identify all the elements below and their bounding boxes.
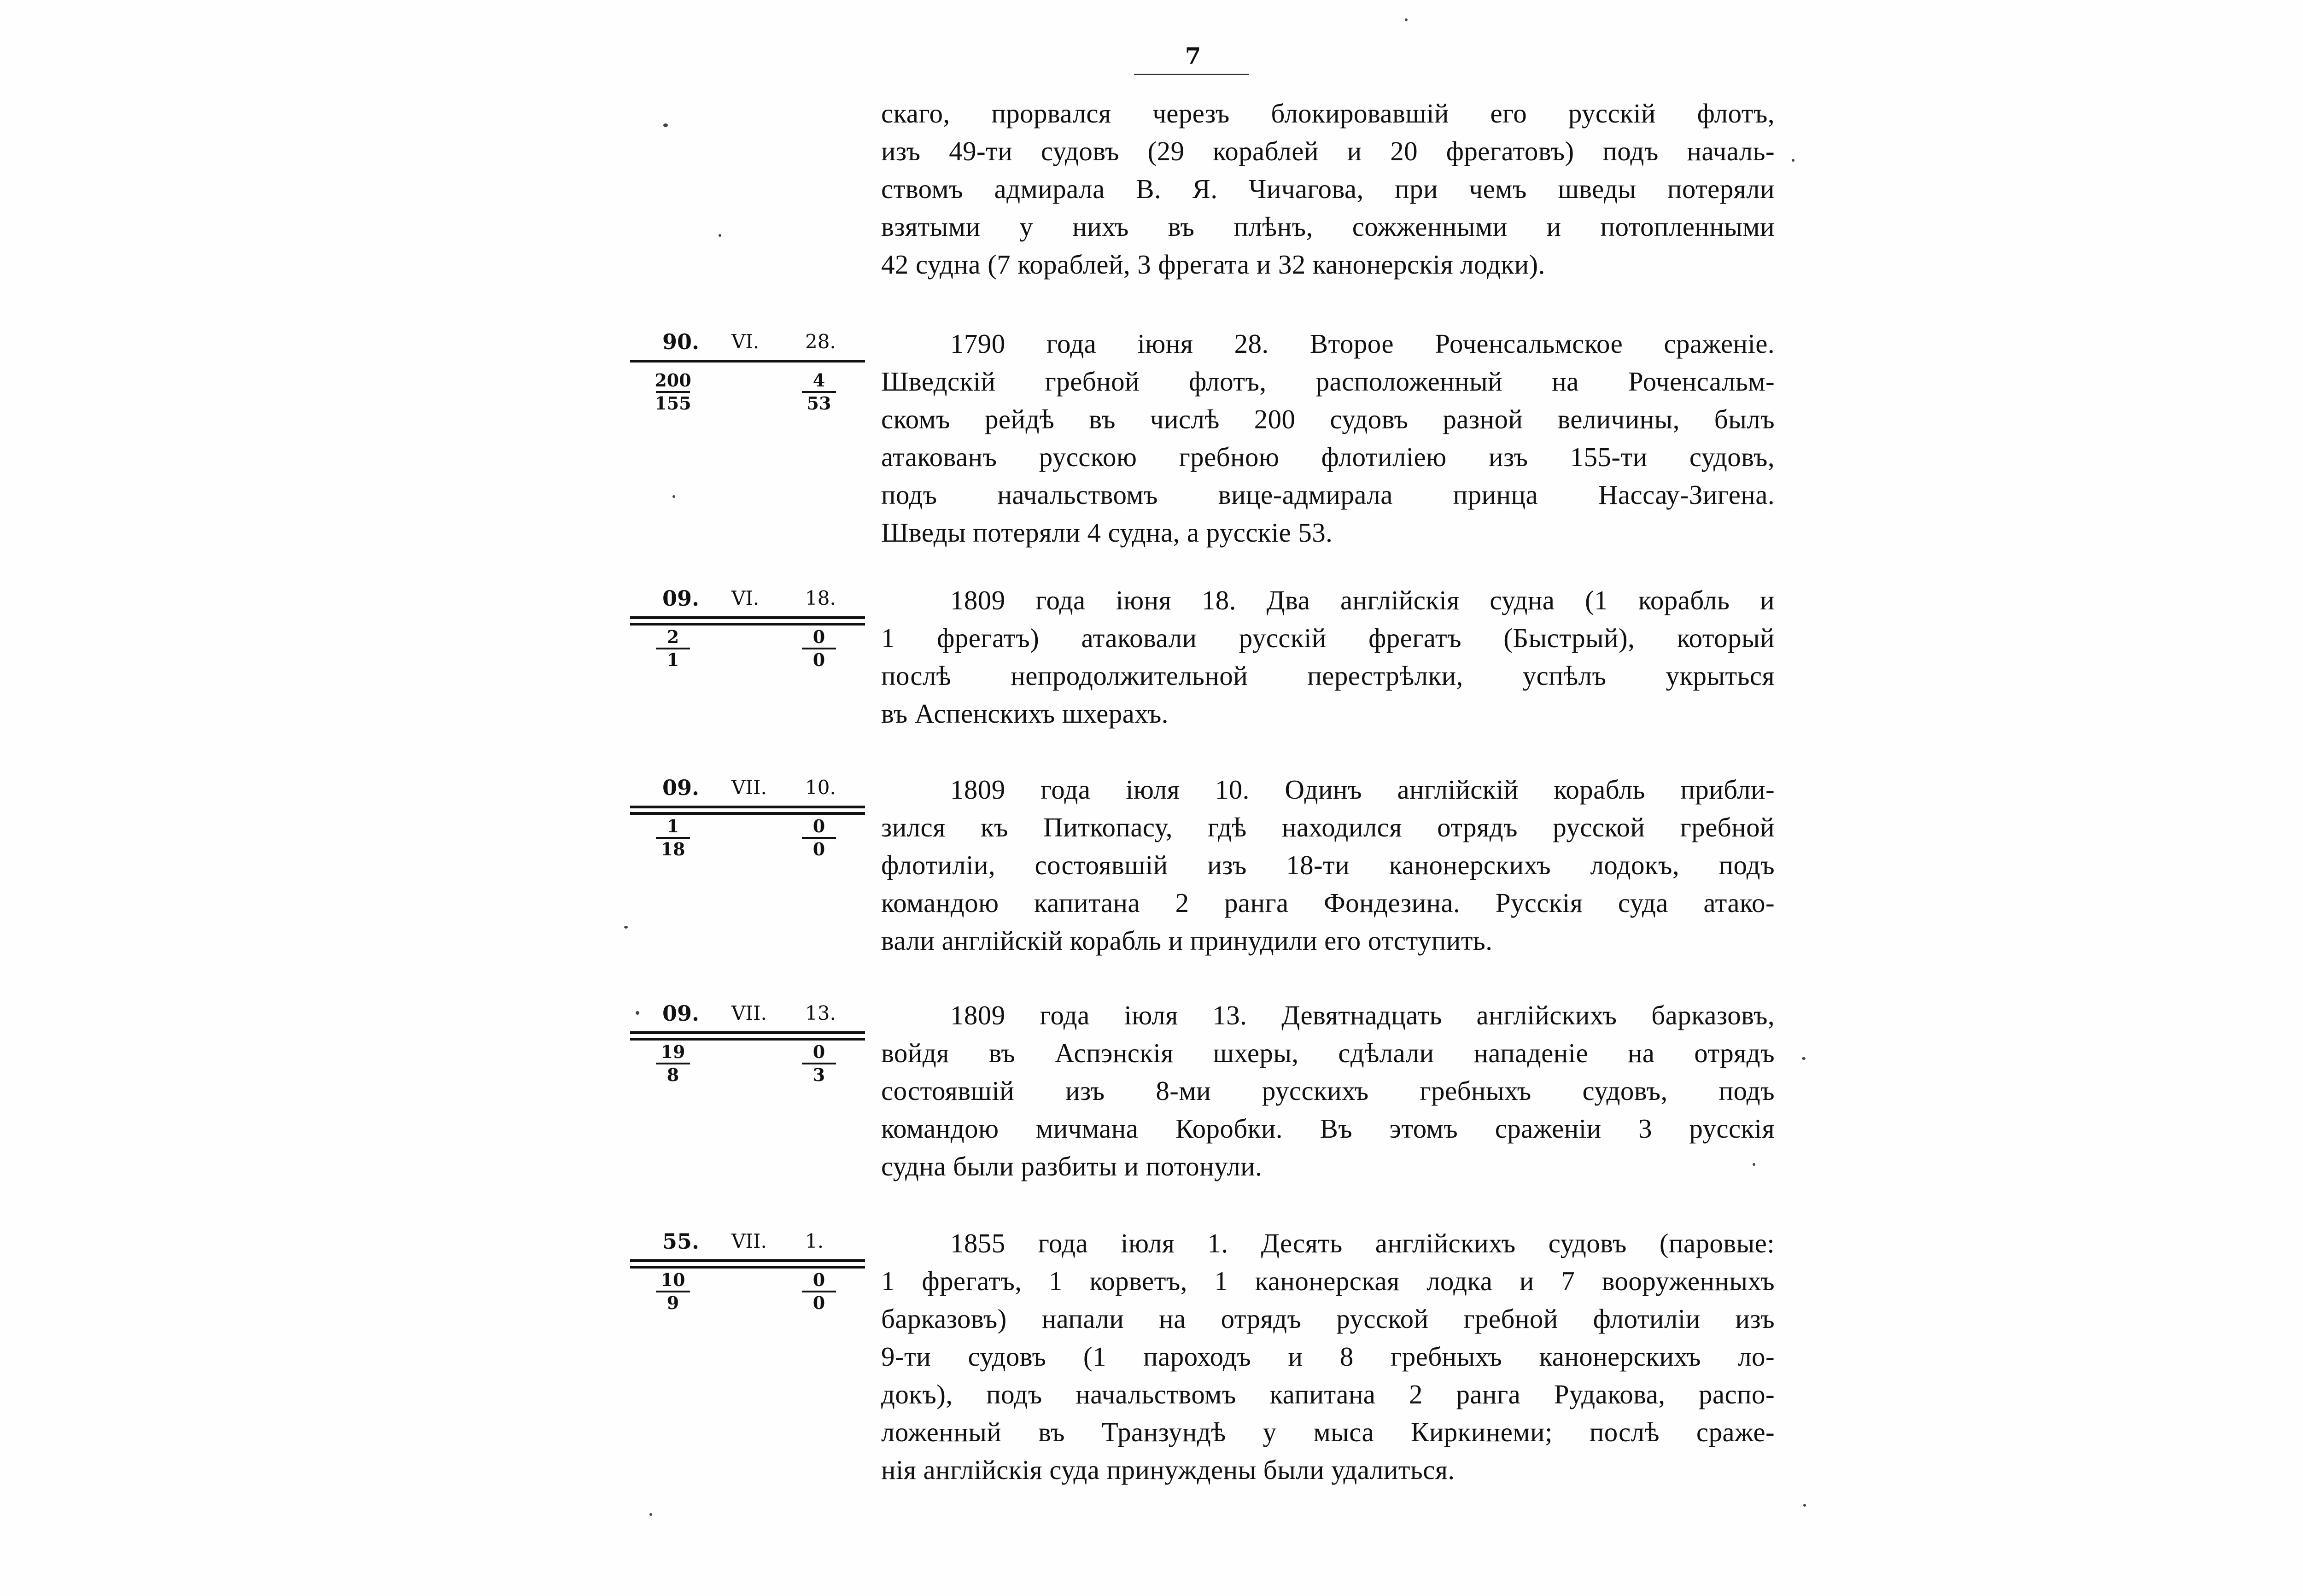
scan-speck [1803, 1504, 1806, 1507]
losses-fraction [789, 1041, 849, 1086]
date-rule-double [630, 623, 865, 626]
entry-year: 09. [662, 1001, 700, 1026]
fraction-denominator: 155 [655, 393, 691, 414]
fraction-numerator: 0 [812, 626, 825, 647]
fraction-denominator: 3 [812, 1064, 825, 1085]
scan-speck [636, 1011, 639, 1015]
entry-date [630, 325, 865, 352]
scan-speck [1753, 1163, 1755, 1166]
scan-speck [663, 123, 668, 127]
text-line: изъ 49-ти судовъ (29 кораблей и 20 фрегатовъ) подъ началь- [881, 136, 1775, 166]
text-line: 1 фрегатъ) атаковали русскiй фрегатъ (Быстрый), который [881, 623, 1775, 653]
text-line: зился къ Питкопасу, гдѣ находился отрядъ русской гребной [881, 812, 1775, 842]
text-line: Шведы потеряли 4 судна, а русскiе 53. [881, 517, 1333, 548]
entry-year: 09. [662, 775, 700, 800]
margin-note [630, 1224, 874, 1316]
text-line: барказовъ) напали на отрядъ русской гребной флотилiи изъ [881, 1304, 1775, 1334]
fraction-denominator: 0 [812, 649, 825, 670]
text-line: 1809 года iюня 18. Два англiйскiя судна (1 корабль и [950, 585, 1775, 615]
fraction-numerator: 200 [655, 370, 691, 391]
losses-fraction [789, 370, 849, 414]
entry-month: VII. [731, 776, 767, 799]
fraction-denominator: 1 [666, 649, 679, 670]
fraction-numerator: 10 [661, 1269, 685, 1290]
entry-day: 13. [805, 1002, 836, 1024]
fraction-numerator: 4 [812, 370, 825, 391]
scan-speck [1405, 18, 1408, 21]
entry-month: VII. [731, 1002, 767, 1024]
margin-note [630, 325, 874, 417]
text-line: взятыми у нихъ въ плѣнъ, сожженными и потопленными [881, 211, 1775, 242]
fraction-denominator: 8 [666, 1064, 679, 1085]
ship-count-fraction [643, 1269, 703, 1314]
ship-count-fraction-swedish [643, 370, 703, 414]
entry-month: VI. [731, 587, 760, 609]
text-line: ствомъ адмирала В. Я. Чичагова, при чемъ шведы потеряли [881, 174, 1775, 204]
date-rule [630, 1259, 865, 1262]
intro-paragraph [881, 94, 1775, 283]
scan-speck [672, 495, 675, 498]
entry-year: 90. [662, 329, 700, 354]
text-line: послѣ непродолжительной перестрѣлки, успѣлъ укрыться [881, 661, 1775, 691]
text-line: командою мичмана Коробки. Въ этомъ сраженiи 3 русскiя [881, 1113, 1775, 1144]
fraction-denominator: 0 [812, 839, 825, 859]
text-line: 42 судна (7 кораблей, 3 фрегата и 32 канонерскiя лодки). [881, 249, 1545, 280]
date-rule-double [630, 812, 865, 815]
entry-year: 09. [662, 586, 700, 611]
losses-fraction [789, 1269, 849, 1314]
entry-day: 18. [805, 587, 836, 609]
text-line: войдя въ Аспэнскiя шхеры, сдѣлали нападенiе на отрядъ [881, 1038, 1775, 1068]
scan-speck [1792, 159, 1794, 162]
text-line: 1855 года iюля 1. Десять англiйскихъ судовъ (паровые: [950, 1228, 1775, 1258]
text-line: подъ начальствомъ вице-адмирала принца Нассау-Зигена. [881, 479, 1775, 510]
text-line: состоявшiй изъ 8-ми русскихъ гребныхъ судовъ, подъ [881, 1076, 1775, 1106]
margin-note [630, 581, 874, 673]
entry-day: 1. [805, 1230, 824, 1252]
entry-date [630, 996, 865, 1024]
margin-note [630, 771, 874, 863]
entry-paragraph [881, 771, 1775, 959]
fraction-denominator: 18 [661, 839, 685, 859]
scan-speck [719, 234, 721, 237]
fraction-denominator: 0 [812, 1292, 825, 1313]
entry-paragraph [881, 996, 1775, 1185]
text-line: нiя англiйскiя суда принуждены были удалиться. [881, 1455, 1455, 1485]
text-line: флотилiи, состоявшiй изъ 18-ти канонерскихъ лодокъ, подъ [881, 850, 1775, 880]
entry-day: 10. [805, 776, 836, 799]
text-line: атакованъ русскою гребною флотилiею изъ 155-ти судовъ, [881, 442, 1775, 472]
text-line: 1809 года iюля 10. Одинъ англiйскiй корабль прибли- [950, 774, 1775, 805]
text-line: командою капитана 2 ранга Фондезина. Русскiя суда атако- [881, 888, 1775, 918]
entry-day: 28. [805, 330, 836, 353]
text-line: 1790 года iюня 28. Второе Роченсальмское сраженiе. [950, 328, 1775, 359]
page-number-underline [1134, 74, 1249, 75]
fraction-denominator: 53 [807, 393, 831, 414]
page-number: 7 [1185, 42, 1201, 70]
date-rule [630, 1031, 865, 1034]
entry-month: VII. [731, 1230, 767, 1252]
fraction-numerator: 0 [812, 1269, 825, 1290]
entry-year: 55. [662, 1229, 700, 1254]
text-line: судна были разбиты и потонули. [881, 1151, 1263, 1181]
text-line: 1809 года iюля 13. Девятнадцать англiйскихъ барказовъ, [950, 1000, 1775, 1030]
text-line: ложенный въ Транзундѣ у мыса Киркинеми; послѣ сраже- [881, 1417, 1775, 1447]
scan-speck [649, 1513, 652, 1516]
text-line: вали англiйскiй корабль и принудили его отступить. [881, 925, 1493, 956]
text-line: 1 фрегатъ, 1 корветъ, 1 канонерская лодка и 7 вооруженныхъ [881, 1266, 1775, 1296]
entry-date [630, 1224, 865, 1252]
text-line: скаго, прорвался черезъ блокировавшiй его русскiй флотъ, [881, 98, 1775, 129]
date-rule [630, 806, 865, 808]
losses-fraction [789, 626, 849, 671]
ship-count-fraction [643, 626, 703, 671]
ship-count-fraction [643, 816, 703, 860]
fraction-numerator: 0 [812, 1041, 825, 1062]
fraction-numerator: 0 [812, 816, 825, 836]
date-rule-double [630, 1038, 865, 1041]
fraction-numerator: 2 [666, 626, 679, 647]
scan-speck [1802, 1057, 1806, 1060]
fraction-numerator: 19 [661, 1041, 685, 1062]
fraction-numerator: 1 [666, 816, 679, 836]
entry-date [630, 581, 865, 609]
ship-count-fraction [643, 1041, 703, 1086]
text-line: въ Аспенскихъ шхерахъ. [881, 698, 1169, 729]
entry-month: VI. [731, 330, 760, 353]
entry-date [630, 771, 865, 798]
fraction-denominator: 9 [666, 1292, 679, 1313]
entry-paragraph [881, 325, 1775, 551]
text-line: скомъ рейдѣ въ числѣ 200 судовъ разной величины, былъ [881, 404, 1775, 434]
margin-note [630, 996, 874, 1088]
losses-fraction [789, 816, 849, 860]
text-line: докъ), подъ начальствомъ капитана 2 ранга Рудакова, распо- [881, 1379, 1775, 1409]
text-line: Шведскiй гребной флотъ, расположенный на Роченсальм- [881, 366, 1775, 397]
date-rule-double [630, 1266, 865, 1269]
date-rule [630, 616, 865, 619]
text-line: 9-ти судовъ (1 пароходъ и 8 гребныхъ канонерскихъ ло- [881, 1341, 1775, 1372]
entry-paragraph [881, 581, 1775, 732]
scan-speck [624, 926, 628, 929]
entry-paragraph [881, 1224, 1775, 1489]
date-rule [630, 360, 865, 362]
